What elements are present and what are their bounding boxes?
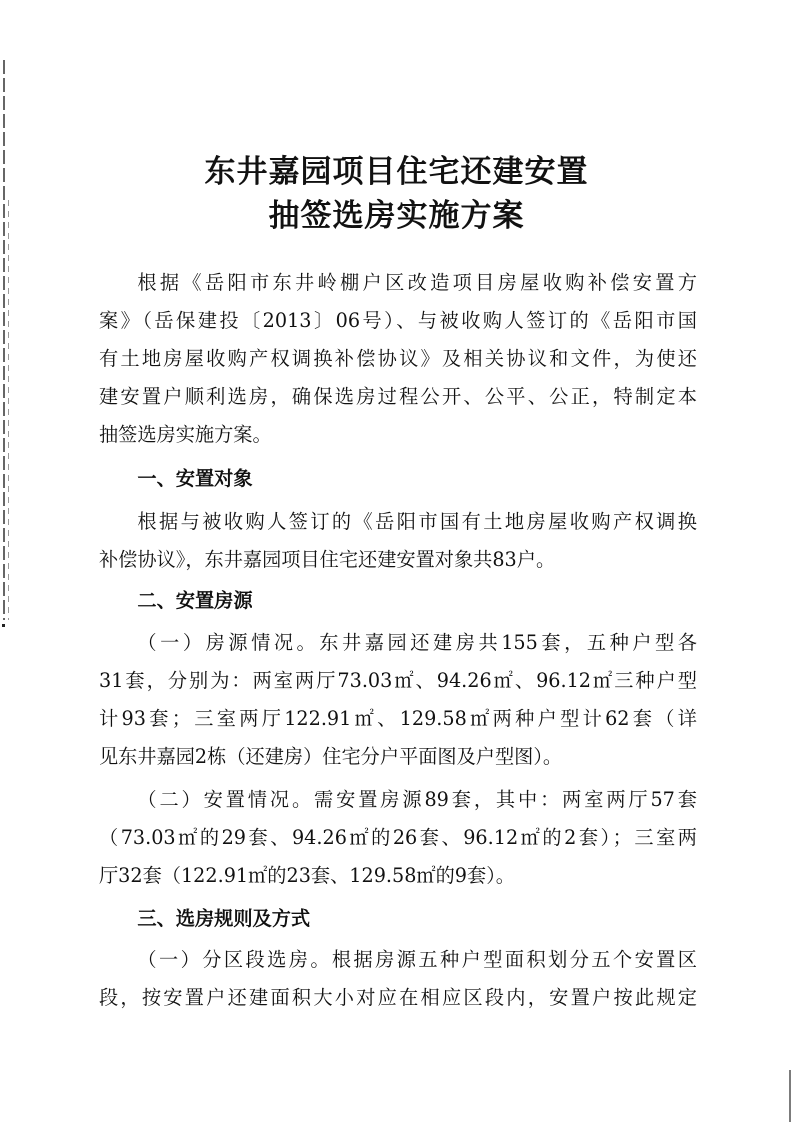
section2-part1-line: 计93套；三室两厅122.91㎡、129.58㎡两种户型计62套（详 xyxy=(99,707,697,730)
section2-part1-line: 31套，分别为：两室两厅73.03㎡、94.26㎡、96.12㎡三种户型 xyxy=(99,669,697,692)
intro-line: 根据《岳阳市东井岭棚户区改造项目房屋收购补偿安置方 xyxy=(137,271,697,294)
intro-line: 案》（岳保建投〔2013〕06号）、与被收购人签订的《岳阳市国 xyxy=(99,309,697,332)
intro-line: 抽签选房实施方案。 xyxy=(99,423,272,446)
intro-line: 建安置户顺利选房，确保选房过程公开、公平、公正，特制定本 xyxy=(99,385,697,408)
section-heading: 三、选房规则及方式 xyxy=(137,907,311,930)
intro-line: 有土地房屋收购产权调换补偿协议》及相关协议和文件，为使还 xyxy=(99,347,697,370)
section1-line: 补偿协议》，东井嘉园项目住宅还建安置对象共83户。 xyxy=(99,548,556,571)
section-heading: 一、安置对象 xyxy=(137,467,253,490)
scan-edge-mark xyxy=(2,624,5,627)
section2-part1-line: （一）房源情况。东井嘉园还建房共155套，五种户型各 xyxy=(137,631,697,654)
section1-line: 根据与被收购人签订的《岳阳市国有土地房屋收购产权调换 xyxy=(137,510,697,533)
document-title-line-2: 抽签选房实施方案 xyxy=(268,198,525,234)
section-heading: 二、安置房源 xyxy=(137,589,253,612)
scan-edge-mark xyxy=(3,60,5,620)
section2-part2-line: （73.03㎡的29套、94.26㎡的26套、96.12㎡的2套）；三室两 xyxy=(99,826,697,849)
section3-line: 段，按安置户还建面积大小对应在相应区段内，安置户按此规定 xyxy=(99,986,697,1009)
document-title-line-1: 东井嘉园项目住宅还建安置 xyxy=(204,154,589,190)
section2-part2-line: （二）安置情况。需安置房源89套，其中：两室两厅57套 xyxy=(137,788,697,811)
section2-part1-line: 见东井嘉园2栋（还建房）住宅分户平面图及户型图）。 xyxy=(99,745,563,768)
section2-part2-line: 厅32套（122.91㎡的23套、129.58㎡的9套）。 xyxy=(99,864,515,887)
section3-line: （一）分区段选房。根据房源五种户型面积划分五个安置区 xyxy=(137,948,697,971)
scan-edge-mark xyxy=(789,1070,791,1122)
scan-edge-mark xyxy=(8,200,9,620)
